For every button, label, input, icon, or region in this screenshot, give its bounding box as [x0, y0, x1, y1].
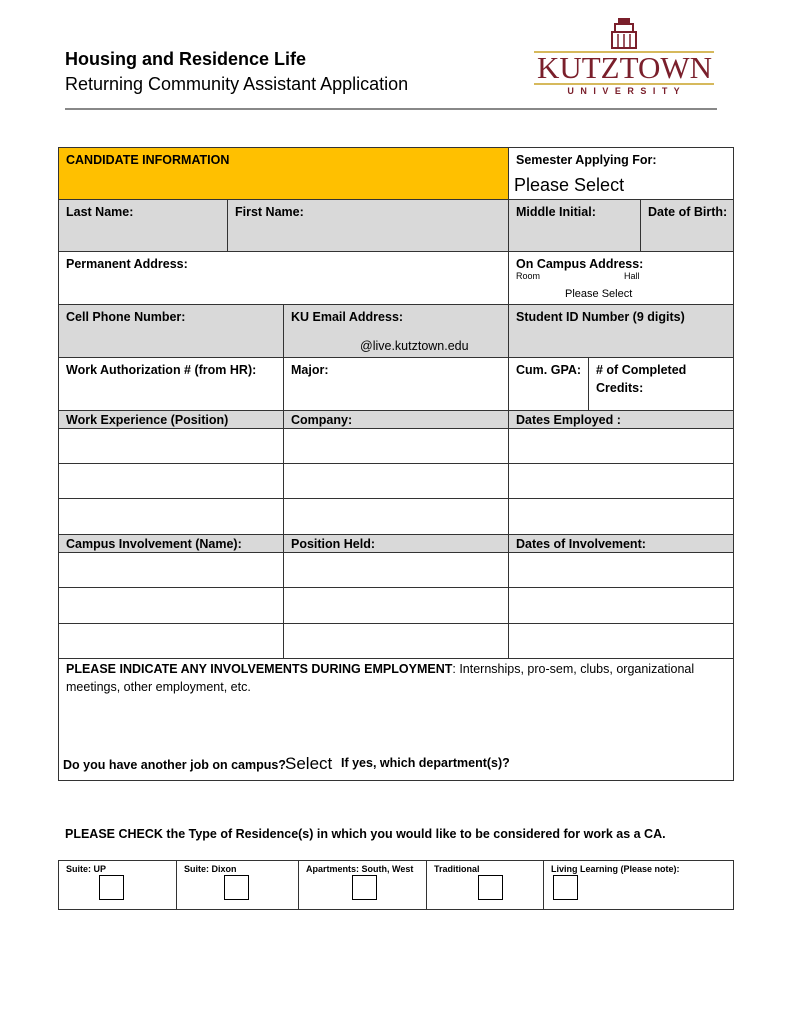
on-campus-address-label: On Campus Address: — [516, 257, 644, 271]
kutztown-logo — [532, 14, 717, 104]
gpa-label: Cum. GPA: — [516, 363, 582, 377]
campus-name-label: Campus Involvement (Name): — [66, 537, 242, 551]
dob-field[interactable] — [640, 199, 734, 252]
cell-phone-field[interactable] — [58, 304, 284, 358]
last-name-field[interactable] — [58, 199, 228, 252]
involvements-instruction — [66, 660, 694, 678]
residence-option-suite-dixon — [176, 860, 299, 910]
email-domain: @live.kutztown.edu — [360, 339, 469, 353]
major-field[interactable] — [283, 357, 509, 411]
work-dates-header — [508, 410, 734, 429]
page-title: Housing and Residence Life — [65, 49, 307, 69]
work-dates-input[interactable] — [508, 498, 734, 535]
suite-dixon-checkbox[interactable] — [224, 875, 249, 900]
work-position-label: Work Experience (Position) — [66, 413, 229, 427]
work-dates-input[interactable] — [508, 463, 734, 499]
work-company-input[interactable] — [283, 463, 509, 499]
residence-instruction: PLEASE CHECK the Type of Residence(s) in which you would like to be considered for work as a CA. — [65, 827, 666, 841]
middle-initial-label: Middle Initial: — [516, 205, 596, 219]
permanent-address-label: Permanent Address: — [66, 257, 188, 271]
ku-email-label: KU Email Address: — [291, 310, 404, 324]
cell-phone-label: Cell Phone Number: — [66, 310, 186, 324]
residence-option-suite-up — [58, 860, 177, 910]
campus-position-header — [283, 534, 509, 553]
candidate-label: CANDIDATE INFORMATION — [66, 153, 230, 167]
residence-option-label: Apartments: South, West — [306, 864, 414, 874]
credits-field[interactable] — [588, 357, 734, 411]
gpa-field[interactable] — [508, 357, 589, 411]
campus-name-input[interactable] — [58, 623, 284, 659]
work-company-label: Company: — [291, 413, 353, 427]
work-company-input[interactable] — [283, 498, 509, 535]
residence-option-label: Suite: Dixon — [184, 864, 237, 874]
dob-label: Date of Birth: — [648, 205, 728, 219]
residence-option-label: Living Learning (Please note): — [551, 864, 680, 874]
candidate-section-header — [58, 147, 509, 200]
logo-university: U N I V E R S I T Y — [567, 86, 682, 96]
ku-email-field[interactable] — [283, 304, 509, 358]
campus-dates-input[interactable] — [508, 623, 734, 659]
campus-position-input[interactable] — [283, 623, 509, 659]
work-position-input[interactable] — [58, 428, 284, 464]
traditional-checkbox[interactable] — [478, 875, 503, 900]
involvements-field[interactable] — [58, 658, 734, 781]
campus-position-label: Position Held: — [291, 537, 376, 551]
student-id-field[interactable] — [508, 304, 734, 358]
work-dates-label: Dates Employed : — [516, 413, 621, 427]
work-dates-input[interactable] — [508, 428, 734, 464]
on-campus-address-field[interactable] — [508, 251, 734, 305]
suite-up-checkbox[interactable] — [99, 875, 124, 900]
work-position-header — [58, 410, 284, 429]
hall-label: Hall — [624, 271, 640, 281]
middle-initial-field[interactable] — [508, 199, 641, 252]
semester-cell[interactable] — [508, 147, 734, 200]
department-question: If yes, which department(s)? — [341, 756, 510, 770]
residence-option-label: Traditional — [434, 864, 480, 874]
work-company-input[interactable] — [283, 428, 509, 464]
involvements-rest: : Internships, pro-sem, clubs, organizational — [452, 662, 695, 676]
first-name-field[interactable] — [227, 199, 509, 252]
campus-dates-header — [508, 534, 734, 553]
job-select[interactable]: Select — [285, 754, 333, 773]
involvements-bold: PLEASE INDICATE ANY INVOLVEMENTS DURING EMPLOYMENT — [66, 662, 453, 676]
living-learning-checkbox[interactable] — [553, 875, 578, 900]
last-name-label: Last Name: — [66, 205, 134, 219]
campus-position-input[interactable] — [283, 587, 509, 624]
student-id-label: Student ID Number (9 digits) — [516, 310, 685, 324]
involvements-rest-line2: meetings, other employment, etc. — [66, 680, 251, 694]
credits-label-line2: Credits: — [596, 381, 644, 395]
campus-dates-input[interactable] — [508, 552, 734, 588]
apartments-checkbox[interactable] — [352, 875, 377, 900]
work-authorization-label: Work Authorization # (from HR): — [66, 363, 257, 377]
campus-name-input[interactable] — [58, 587, 284, 624]
credits-label: # of Completed — [596, 363, 687, 377]
work-position-input[interactable] — [58, 498, 284, 535]
work-company-header — [283, 410, 509, 429]
work-position-input[interactable] — [58, 463, 284, 499]
campus-name-input[interactable] — [58, 552, 284, 588]
work-authorization-field[interactable] — [58, 357, 284, 411]
campus-position-input[interactable] — [283, 552, 509, 588]
header-rule — [65, 108, 717, 110]
campus-name-header — [58, 534, 284, 553]
semester-label: Semester Applying For: — [516, 153, 657, 167]
residence-option-living-learning — [543, 860, 734, 910]
residence-option-traditional — [426, 860, 544, 910]
campus-dates-input[interactable] — [508, 587, 734, 624]
residence-option-label: Suite: UP — [66, 864, 107, 874]
residence-option-apartments — [298, 860, 427, 910]
permanent-address-field[interactable] — [58, 251, 509, 305]
logo-wordmark: KUTZTOWN — [536, 50, 713, 85]
first-name-label: First Name: — [235, 205, 304, 219]
hall-select[interactable]: Please Select — [565, 288, 633, 300]
major-label: Major: — [291, 363, 329, 377]
job-question: Do you have another job on campus? — [63, 758, 286, 772]
room-label: Room — [516, 271, 541, 281]
page-subtitle: Returning Community Assistant Application — [65, 74, 409, 94]
campus-dates-label: Dates of Involvement: — [516, 537, 646, 551]
semester-select[interactable]: Please Select — [514, 175, 625, 195]
